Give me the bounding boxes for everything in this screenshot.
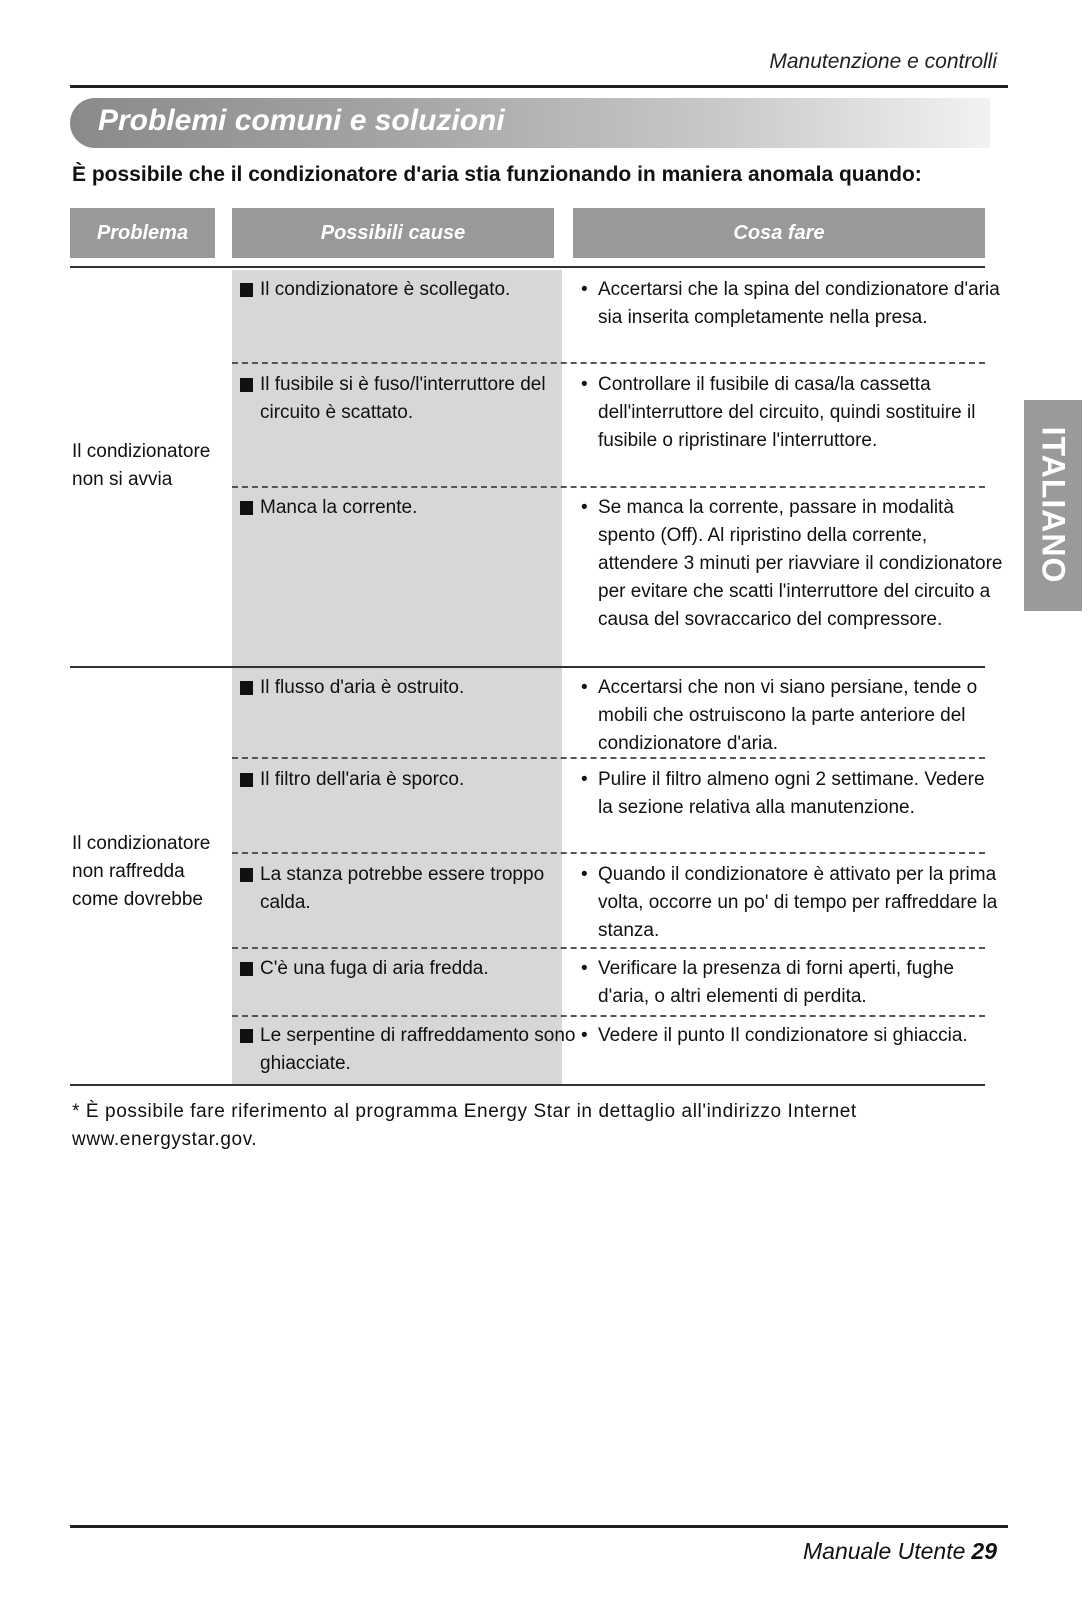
- page-title: Problemi comuni e soluzioni: [98, 104, 505, 137]
- todo-text: • Se manca la corrente, passare in modalità spento (Off). Al ripristino della corrente, attendere 3 minuti per riavviare il condizionatore per evitare che scatti l'interruttore del circuito a causa del sovraccarico del compressore.: [581, 494, 1003, 634]
- todo-text: • Verificare la presenza di forni aperti, fughe d'aria, o altri elementi di perdita.: [581, 955, 1003, 1011]
- todo-text: • Vedere il punto Il condizionatore si ghiaccia.: [581, 1022, 1003, 1050]
- column-header-problem: Problema: [70, 208, 215, 258]
- todo-text: • Accertarsi che la spina del condizionatore d'aria sia inserita completamente nella presa.: [581, 276, 1003, 332]
- intro-text: È possibile che il condizionatore d'aria stia funzionando in maniera anomala quando:: [72, 163, 922, 186]
- footer-rule: [70, 1525, 1008, 1528]
- problem-label: Il condizionatore non si avvia: [72, 441, 211, 490]
- todo-text: • Pulire il filtro almeno ogni 2 settimane. Vedere la sezione relativa alla manutenzione.: [581, 766, 1003, 822]
- section-header: Manutenzione e controlli: [769, 50, 997, 73]
- cause-text: Il flusso d'aria è ostruito.: [240, 674, 580, 702]
- todo-text: • Accertarsi che non vi siano persiane, tende o mobili che ostruiscono la parte anteriore del condizionatore d'aria.: [581, 674, 1003, 758]
- cause-text: Le serpentine di raffreddamento sono ghiacciate.: [240, 1022, 580, 1078]
- problem-label: Il condizionatore non raffredda come dovrebbe: [72, 833, 211, 910]
- cause-text: Il condizionatore è scollegato.: [240, 276, 580, 304]
- footer-label: Manuale Utente: [803, 1538, 966, 1564]
- row-separator: [232, 852, 985, 854]
- row-separator: [232, 947, 985, 949]
- row-separator: [232, 362, 985, 364]
- group-divider-rule: [70, 666, 985, 668]
- column-header-todo: Cosa fare: [573, 208, 985, 258]
- cause-text: Il fusibile si è fuso/l'interruttore del circuito è scattato.: [240, 371, 580, 427]
- page-number: 29: [971, 1538, 997, 1564]
- todo-text: • Controllare il fusibile di casa/la cassetta dell'interruttore del circuito, quindi sostituire il fusibile o ripristinare l'interruttore.: [581, 371, 1003, 455]
- language-tab-label: ITALIANO: [1035, 426, 1072, 584]
- cause-text: C'è una fuga di aria fredda.: [240, 955, 580, 983]
- header-rule: [70, 85, 1008, 88]
- cause-column-bg: [232, 270, 562, 666]
- todo-text: • Quando il condizionatore è attivato per la prima volta, occorre un po' di tempo per raffreddare la stanza.: [581, 861, 1003, 945]
- row-separator: [232, 1015, 985, 1017]
- column-header-causes: Possibili cause: [232, 208, 554, 258]
- cause-text: Manca la corrente.: [240, 494, 580, 522]
- row-separator: [232, 486, 985, 488]
- table-top-rule: [70, 266, 985, 268]
- page-footer: [803, 1538, 997, 1565]
- footnote: * È possibile fare riferimento al programma Energy Star in dettaglio all'indirizzo Internet www.energystar.gov.: [72, 1101, 857, 1150]
- cause-text: La stanza potrebbe essere troppo calda.: [240, 861, 550, 917]
- cause-text: Il filtro dell'aria è sporco.: [240, 766, 580, 794]
- table-bottom-rule: [70, 1084, 985, 1086]
